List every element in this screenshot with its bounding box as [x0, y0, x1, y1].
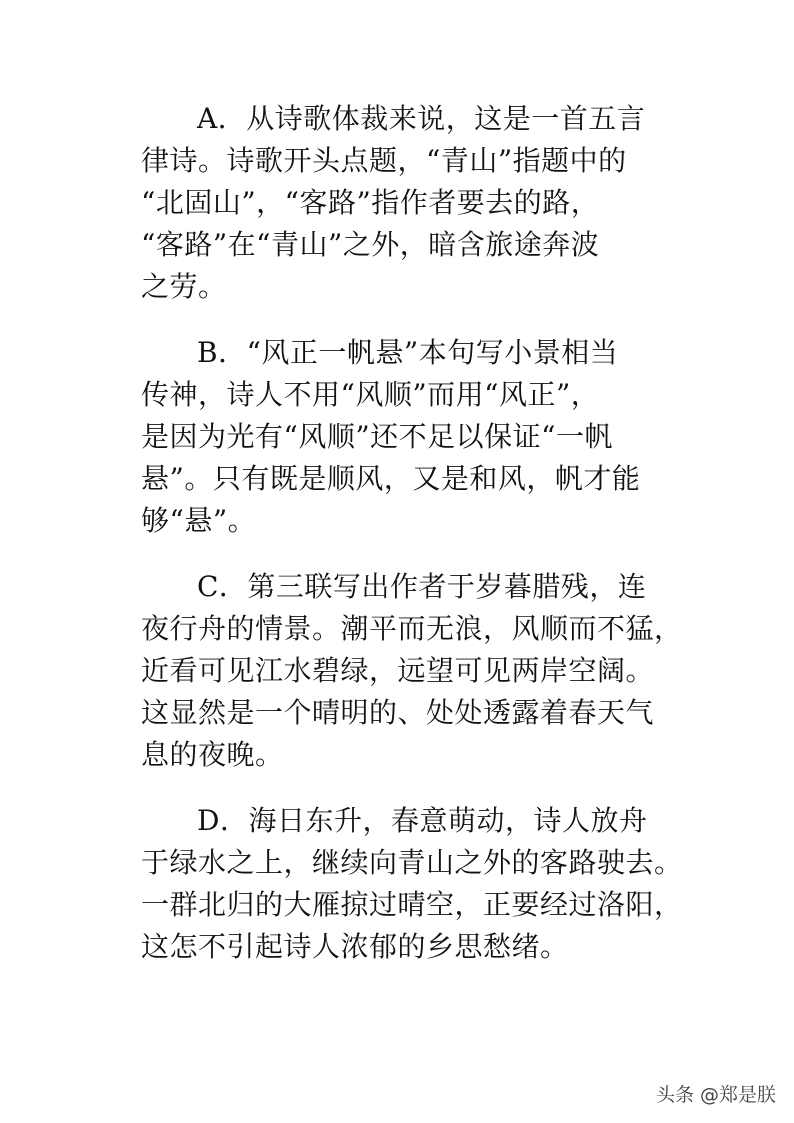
option-c-line-1: C．第三联写出作者于岁暮腊残，连 [197, 570, 647, 603]
option-d-line-3: 一群北归的大雁掠过晴空，正要经过洛阳， [141, 888, 683, 921]
option-c [141, 566, 683, 776]
option-a-line-5: 之劳。 [141, 270, 227, 303]
option-d-line-4: 这怎不引起诗人浓郁的乡思愁绪。 [141, 930, 569, 963]
watermark: 头条 @郑是朕 [655, 1084, 776, 1106]
option-b-line-1: B．“风正一帆悬”本句写小景相当 [197, 336, 619, 369]
option-b-line-3: 是因为光有“风顺”还不足以保证“一帆 [141, 420, 613, 453]
option-d [141, 800, 683, 968]
option-a-line-2: 律诗。诗歌开头点题，“青山”指题中的 [141, 144, 627, 177]
document-body [141, 98, 683, 992]
option-b-line-4: 悬”。只有既是顺风，又是和风，帆才能 [141, 462, 641, 495]
option-a-line-3: “北固山”，“客路”指作者要去的路， [141, 186, 600, 219]
option-b-line-2: 传神，诗人不用“风顺”而用“风正”， [141, 378, 600, 411]
option-a [141, 98, 671, 308]
option-a-line-4: “客路”在“青山”之外，暗含旅途奔波 [141, 228, 600, 261]
option-c-line-4: 这显然是一个晴明的、处处透露着春天气 [141, 696, 655, 729]
option-b-line-5: 够“悬”。 [141, 504, 257, 537]
option-c-line-3: 近看可见江水碧绿，远望可见两岸空阔。 [141, 654, 655, 687]
option-d-line-2: 于绿水之上，继续向青山之外的客路驶去。 [141, 846, 683, 879]
option-d-line-1: D．海日东升，春意萌动，诗人放舟 [197, 804, 648, 837]
option-c-line-5: 息的夜晚。 [141, 738, 284, 771]
option-b [141, 332, 671, 542]
option-c-line-2: 夜行舟的情景。潮平而无浪，风顺而不猛， [141, 612, 683, 645]
option-a-line-1: A．从诗歌体裁来说，这是一首五言 [197, 102, 646, 135]
